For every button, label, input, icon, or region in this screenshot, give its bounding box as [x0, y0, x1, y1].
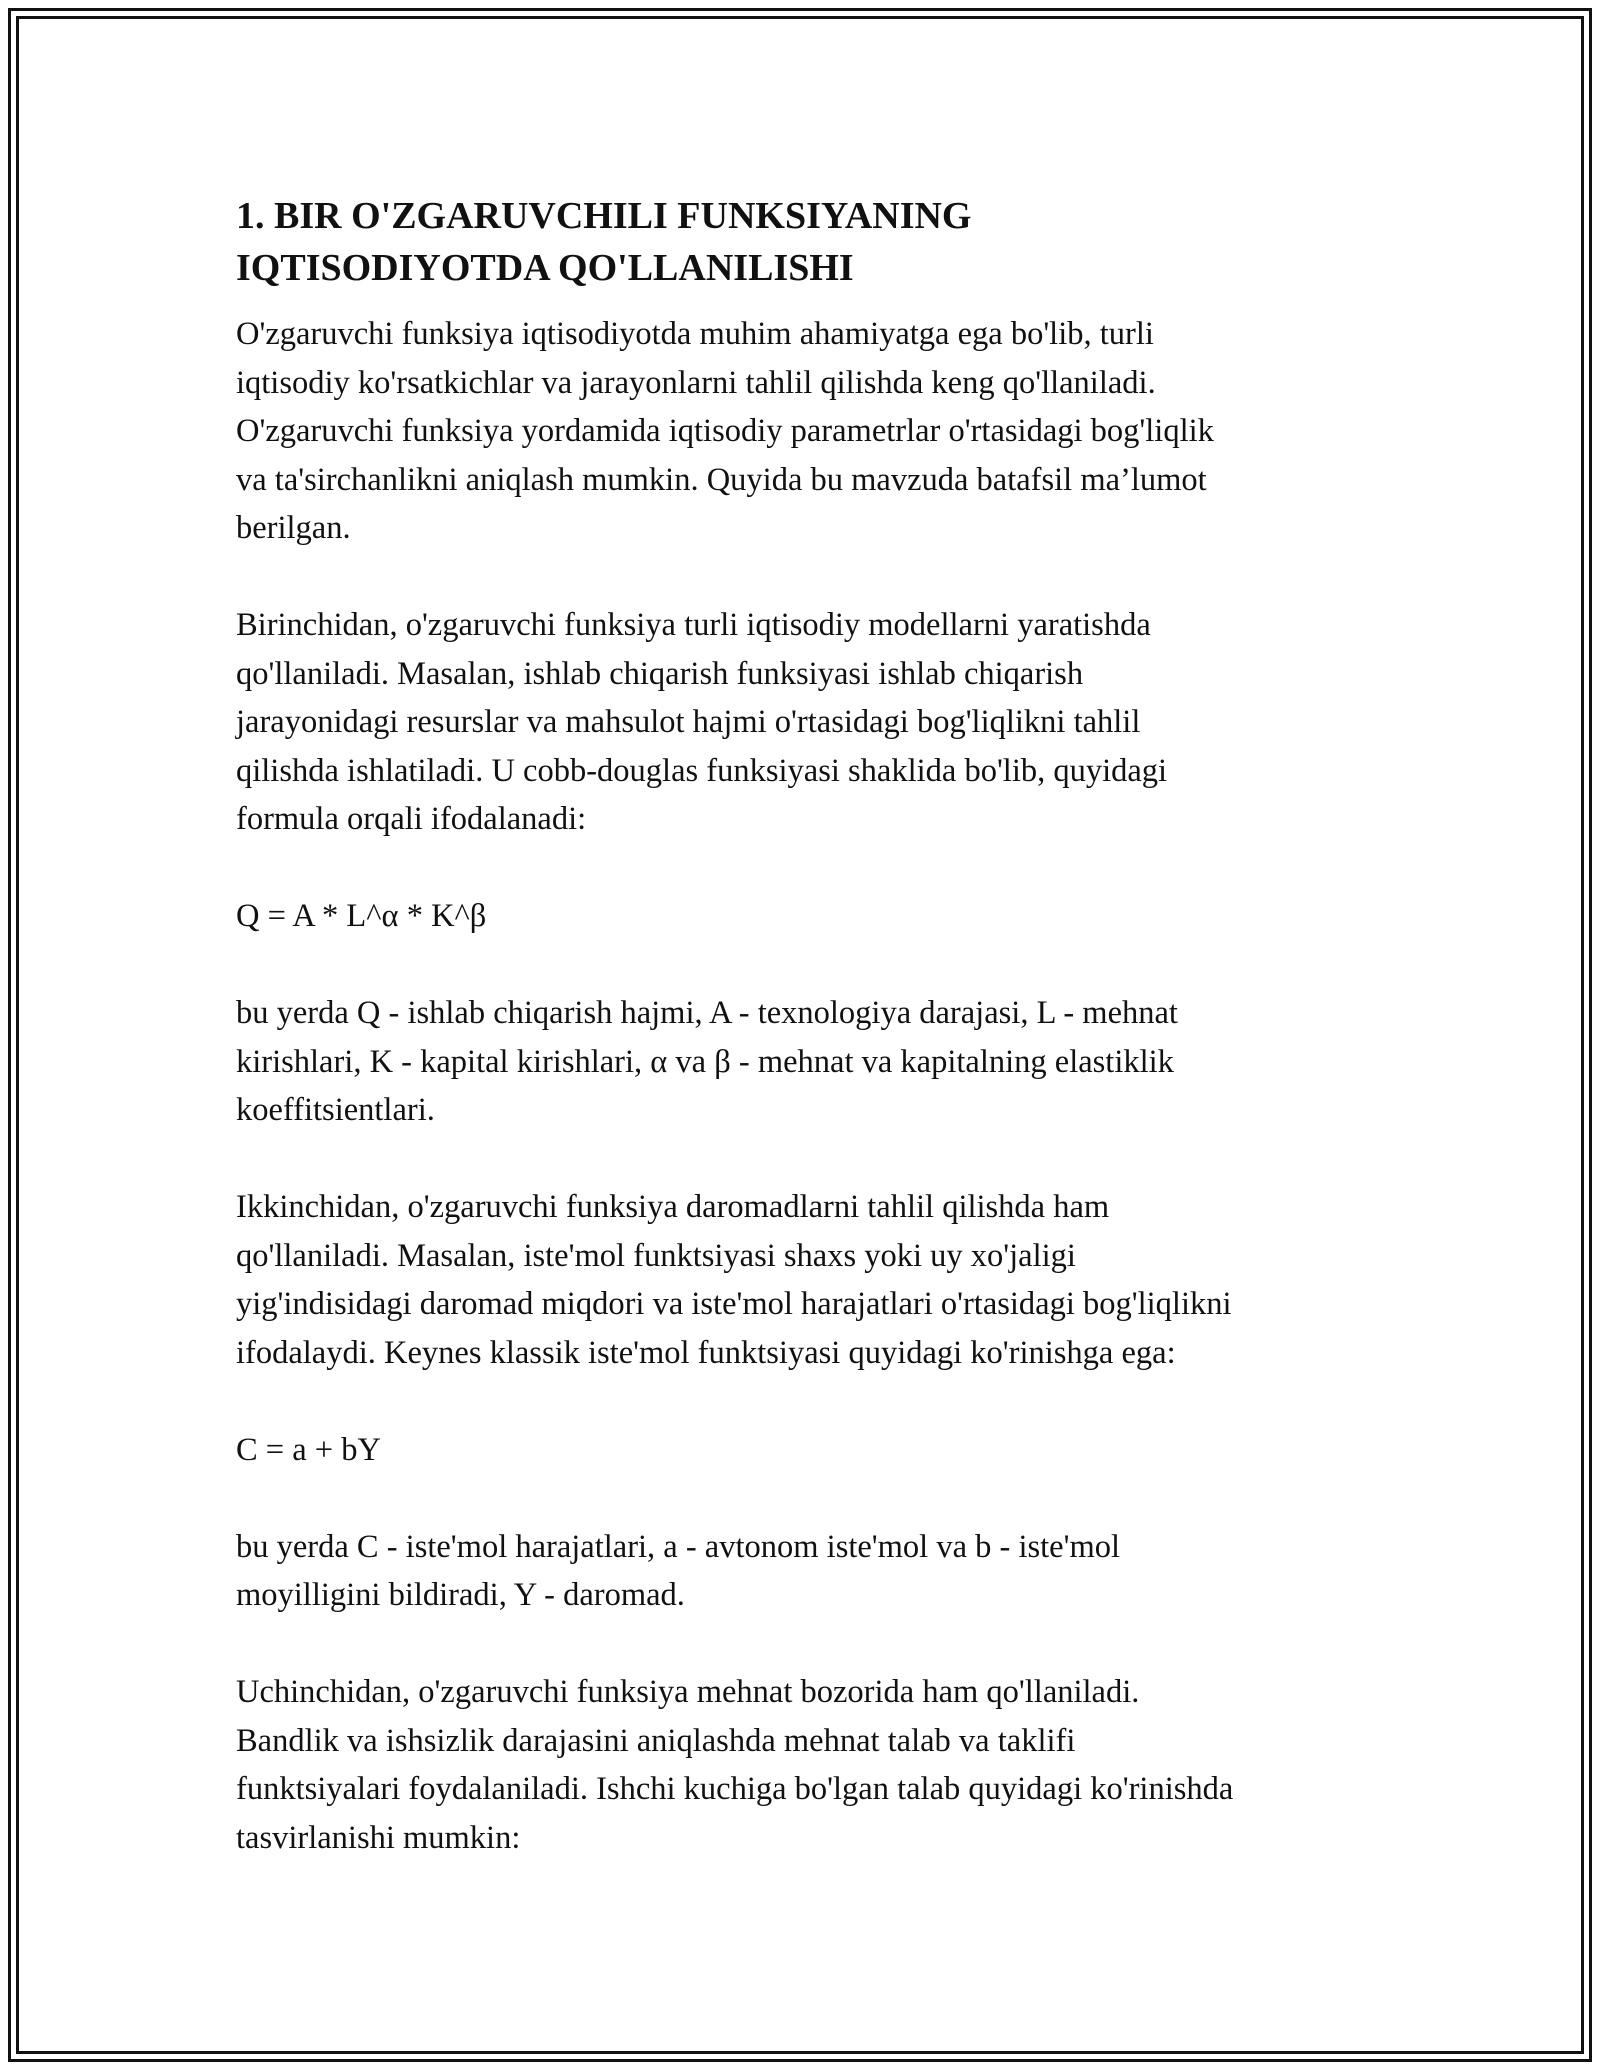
text-line: koeffitsientlari.: [236, 1092, 435, 1128]
keynes-formula: [236, 1426, 1376, 1475]
text-line: O'zgaruvchi funksiya yordamida iqtisodiy parametrlar o'rtasidagi bog'liqlik: [236, 413, 1214, 449]
text-line: qo'llaniladi. Masalan, iste'mol funktsiyasi shaxs yoki uy xo'jaligi: [236, 1237, 1076, 1274]
text-line: Uchinchidan, o'zgaruvchi funksiya mehnat bozorida ham qo'llaniladi.: [236, 1674, 1140, 1710]
second-point-paragraph: [236, 1183, 1376, 1377]
keynes-explanation-paragraph: [236, 1523, 1376, 1620]
text-line: iqtisodiy ko'rsatkichlar va jarayonlarni tahlil qilishda keng qo'llaniladi.: [236, 364, 1156, 401]
text-line: ifodalaydi. Keynes klassik iste'mol funktsiyasi quyidagi ko'rinishga ega:: [236, 1334, 1176, 1371]
text-line: berilgan.: [236, 510, 351, 546]
text-line: va ta'sirchanlikni aniqlash mumkin. Quyida bu mavzuda batafsil ma’lumot: [236, 461, 1207, 498]
cobb-douglas-formula: [236, 892, 1376, 941]
section-title: [236, 190, 1376, 294]
text-line: funktsiyalari foydalaniladi. Ishchi kuchiga bo'lgan talab quyidagi ko'rinishda: [236, 1771, 1234, 1807]
formula-line: C = a + bY: [236, 1431, 381, 1468]
text-line: Birinchidan, o'zgaruvchi funksiya turli iqtisodiy modellarni yaratishda: [236, 607, 1151, 643]
section-title-line: IQTISODIYOTDA QO'LLANILISHI: [236, 247, 854, 289]
first-point-paragraph: [236, 601, 1376, 844]
formula-line: Q = A * L^α * K^β: [236, 898, 487, 934]
text-line: O'zgaruvchi funksiya iqtisodiyotda muhim ahamiyatga ega bo'lib, turli: [236, 316, 1154, 352]
text-line: Ikkinchidan, o'zgaruvchi funksiya daromadlarni tahlil qilishda ham: [236, 1189, 1110, 1225]
text-line: qo'llaniladi. Masalan, ishlab chiqarish funksiyasi ishlab chiqarish: [236, 655, 1084, 692]
text-line: bu yerda Q - ishlab chiqarish hajmi, A - texnologiya darajasi, L - mehnat: [236, 995, 1178, 1031]
third-point-paragraph: [236, 1668, 1376, 1862]
intro-paragraph: [236, 310, 1376, 553]
formula-explanation-paragraph: [236, 989, 1376, 1135]
text-line: bu yerda C - iste'mol harajatlari, a - avtonom iste'mol va b - iste'mol: [236, 1528, 1121, 1565]
text-line: moyilligini bildiradi, Y - daromad.: [236, 1577, 685, 1613]
document-body: [236, 190, 1376, 1911]
text-line: tasvirlanishi mumkin:: [236, 1819, 521, 1856]
text-line: kirishlari, K - kapital kirishlari, α va β - mehnat va kapitalning elastiklik: [236, 1043, 1174, 1080]
section-title-line: 1. BIR O'ZGARUVCHILI FUNKSIYANING: [236, 195, 972, 237]
text-line: formula orqali ifodalanadi:: [236, 801, 587, 837]
text-line: jarayonidagi resurslar va mahsulot hajmi o'rtasidagi bog'liqlikni tahlil: [236, 704, 1141, 740]
text-line: Bandlik va ishsizlik darajasini aniqlashda mehnat talab va taklifi: [236, 1722, 1076, 1759]
text-line: qilishda ishlatiladi. U cobb-douglas funksiyasi shaklida bo'lib, quyidagi: [236, 752, 1168, 789]
text-line: yig'indisidagi daromad miqdori va iste'mol harajatlari o'rtasidagi bog'liqlikni: [236, 1286, 1232, 1322]
